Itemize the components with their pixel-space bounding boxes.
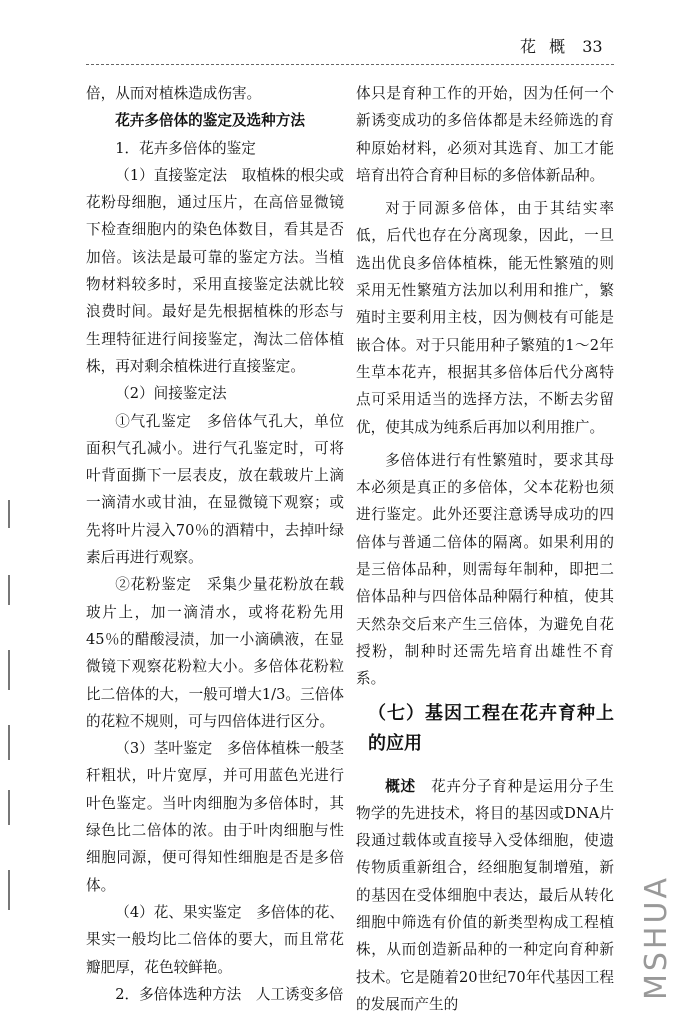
section-heading: 花卉多倍体的鉴定及选种方法 — [115, 112, 305, 130]
binding-mark — [8, 500, 10, 528]
paragraph — [356, 773, 614, 1018]
page-header — [520, 34, 603, 57]
binding-mark — [8, 650, 10, 690]
section-heading: （七）基因工程在花卉育种上的应用 — [368, 702, 614, 754]
subsection-heading: 1．花卉多倍体的鉴定 — [115, 139, 256, 157]
subsection-heading: （2）间接鉴定法 — [115, 385, 227, 403]
paragraph: 2．多倍体选种方法 人工诱变多倍 — [115, 985, 344, 1003]
paragraph: ①气孔鉴定 多倍体气孔大，单位面积气孔减小。进行气孔鉴定时，可将叶背面撕下一层表皮，放在载玻片上滴一滴清水或甘油，在显微镜下观察；或先将叶片浸入70％的酒精中，去掉叶绿素后再进行观察。 — [86, 412, 344, 567]
watermark-text: MSHUA — [639, 875, 674, 1000]
binding-mark — [8, 870, 10, 910]
paragraph: 多倍体进行有性繁殖时，要求其母本必须是真正的多倍体，父本花粉也须进行鉴定。此外还要注意诱导成功的四倍体与普通二倍体的隔离。如果利用的是三倍体品种，则需每年制种，即把二倍体品种与四倍体品种隔行种植，使其天然杂交后来产生三倍体，为避免自花授粉，制种时还需先培育出雄性不育系。 — [356, 451, 614, 688]
paragraph: 对于同源多倍体，由于其结实率低，后代也存在分离现象，因此，一旦选出优良多倍体植株，能无性繁殖的则采用无性繁殖方法加以利用和推广，繁殖时主要利用主枝，因为侧枝有可能是嵌合体。对于只能用种子繁殖的1～2年生草本花卉，根据其多倍体后代分离特点可采用适当的选择方法，不断去劣留优，使其成为纯系后再加以利用推广。 — [356, 200, 614, 436]
page-number: 33 — [582, 37, 603, 56]
paragraph: （1）直接鉴定法 取植株的根尖或花粉母细胞，通过压片，在高倍显微镜下检查细胞内的染色体数目，看其是否加倍。该法是最可靠的鉴定方法。当植物材料较多时，采用直接鉴定法就比较浪费时间。最好是先根据植株的形态与生理特征进行间接鉴定，淘汰二倍体植株，再对剩余植株进行直接鉴定。 — [86, 166, 344, 375]
right-column — [356, 80, 614, 1018]
paragraph: （3）茎叶鉴定 多倍体植株一般茎秆粗状，叶片宽厚，并可用蓝色光进行叶色鉴定。当叶肉细胞为多倍体时，其绿色比二倍体的浓。由于叶肉细胞与性细胞同源，便可得知性细胞是否是多倍体。 — [86, 740, 344, 894]
binding-mark — [8, 575, 10, 605]
left-column — [86, 80, 344, 1008]
paragraph: 体只是育种工作的开始，因为任何一个新诱变成功的多倍体都是未经筛选的育种原始材料，必须对其选育、加工才能培育出符合育种目标的多倍体新品种。 — [356, 85, 614, 184]
watermark — [639, 875, 674, 1000]
header-rule — [86, 64, 614, 65]
binding-mark — [8, 725, 10, 760]
running-title: 花 概 — [520, 37, 570, 56]
paragraph: 倍，从而对植株造成伤害。 — [86, 85, 262, 102]
paragraph: （4）花、果实鉴定 多倍体的花、果实一般均比二倍体的要大，而且常花瓣肥厚，花色较鲜艳。 — [86, 903, 344, 976]
keyword: 概述 — [385, 777, 416, 795]
paragraph: ②花粉鉴定 采集少量花粉放在载玻片上，加一滴清水，或将花粉先用45％的醋酸浸渍，加一小滴碘液，在显微镜下观察花粉粒大小。多倍体花粉粒比二倍体的大，一般可增大1/3。三倍体的花粒不规则，可与四倍体进行区分。 — [86, 576, 344, 730]
binding-mark — [8, 790, 10, 825]
paragraph-text: 花卉分子育种是运用分子生物学的先进技术，将目的基因或DNA片段通过载体或直接导入受体细胞，使遗传物质重新组合，经细胞复制增殖，新的基因在受体细胞中表达，最后从转化细胞中筛选有价值的新类型构成工程植株，从而创造新品种的一种定向育种新技术。它是随着20世纪70年代基因工程的发展而产生的 — [356, 777, 614, 1013]
